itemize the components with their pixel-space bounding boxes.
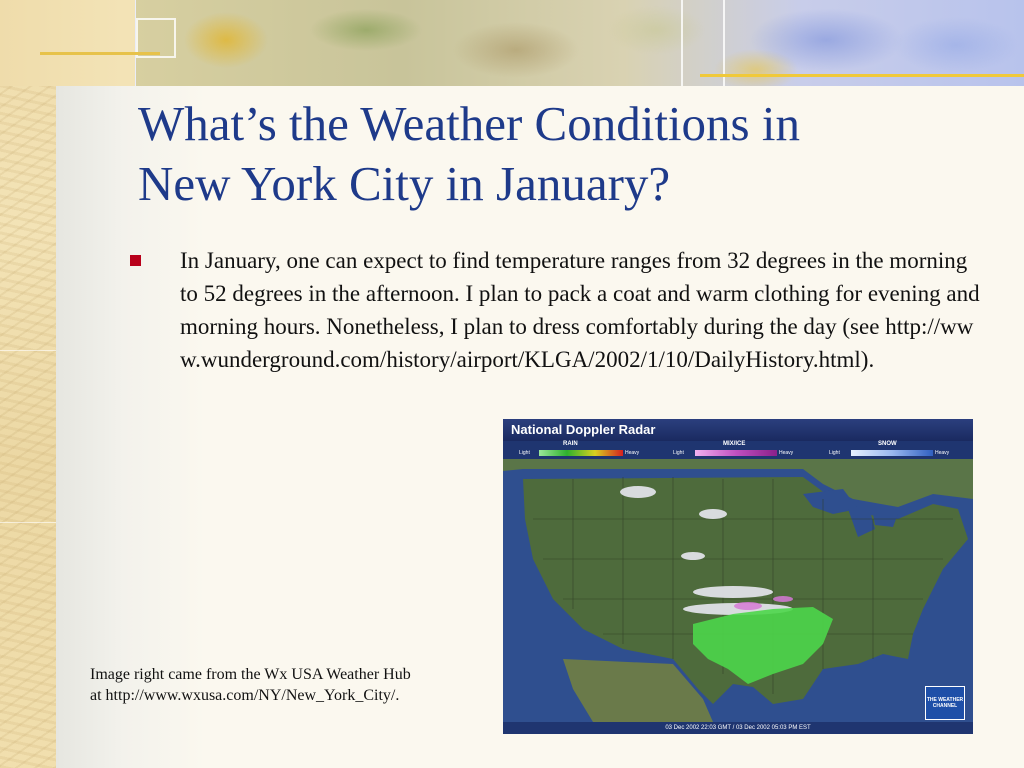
radar-title: National Doppler Radar bbox=[503, 419, 973, 441]
legend-rain-label: RAIN bbox=[563, 441, 578, 447]
left-parchment-strip bbox=[0, 0, 56, 768]
legend-mix-light: Light bbox=[673, 450, 684, 456]
slide-title: What’s the Weather Conditions in New York City in January? bbox=[138, 96, 800, 212]
weather-channel-logo: THE WEATHER CHANNEL bbox=[925, 686, 965, 720]
image-caption: Image right came from the Wx USA Weather Hub at http://www.wxusa.com/NY/New_York_City/. bbox=[90, 666, 411, 704]
radar-map bbox=[503, 459, 973, 722]
bullet-text-end: ). bbox=[860, 347, 875, 372]
bullet-text-main: In January, one can expect to find temperature ranges from 32 degrees in the morning to 52 degrees in the afternoon. I plan to pack a coat and warm clothing for evening and morning hours. Nonetheless, I plan to dress comfortably during the day (see bbox=[180, 248, 980, 339]
bullet-text bbox=[180, 244, 985, 376]
legend-mix-heavy: Heavy bbox=[779, 450, 794, 456]
radar-legend bbox=[503, 441, 973, 459]
legend-snow-label: SNOW bbox=[878, 441, 897, 447]
legend-snow-light: Light bbox=[829, 450, 840, 456]
legend-rain-heavy: Heavy bbox=[625, 450, 640, 456]
legend-mix-label: MIX/ICE bbox=[723, 441, 746, 447]
radar-timestamp: 03 Dec 2002 22:03 GMT / 03 Dec 2002 05:03 PM EST bbox=[503, 722, 973, 734]
doppler-radar-image bbox=[503, 419, 973, 734]
legend-rain-light: Light bbox=[519, 450, 530, 456]
top-decorative-band bbox=[0, 0, 1024, 86]
legend-snow-heavy: Heavy bbox=[935, 450, 950, 456]
bullet-marker bbox=[130, 255, 141, 266]
wunderground-link[interactable]: http://www.wunderground.com/history/airport/KLGA/2002/1/10/DailyHistory.html bbox=[180, 314, 974, 372]
